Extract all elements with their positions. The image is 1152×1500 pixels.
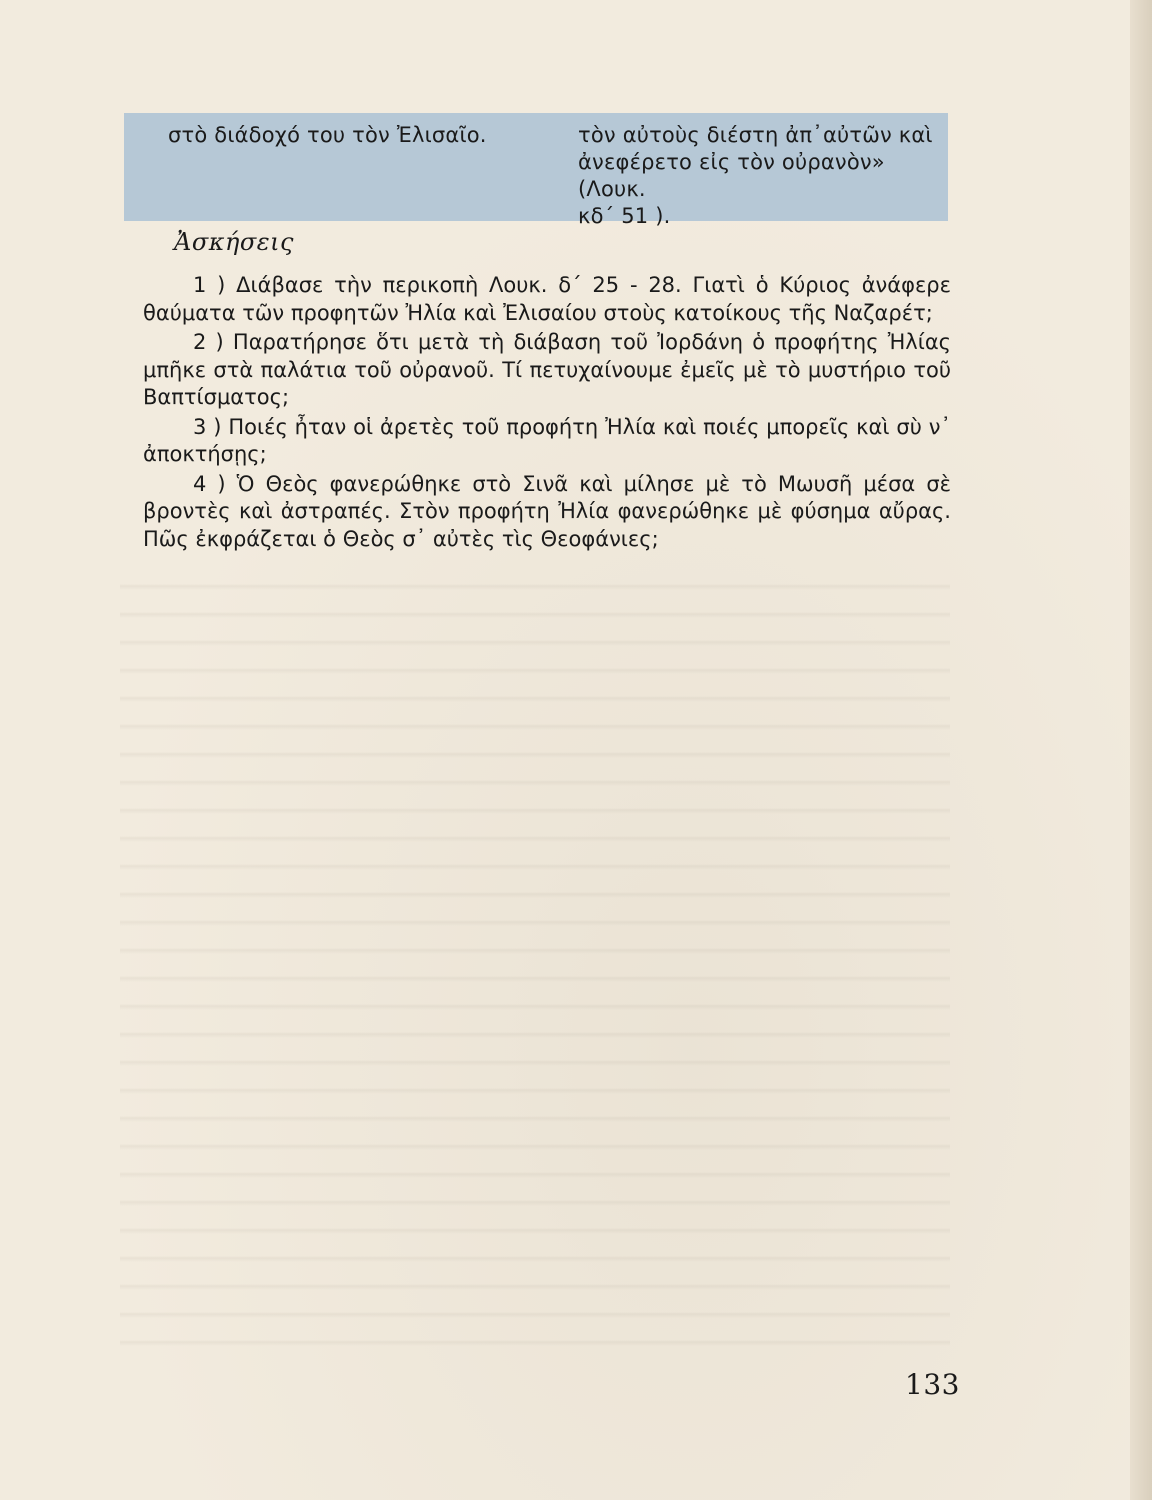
exercise-item: 1 ) Διάβασε τὴν περικοπὴ Λουκ. δ΄ 25 - 28. Γιατὶ ὁ Κύριος ἀνάφερε θαύματα τῶν προφητῶν Ἠλία καὶ Ἐλισαίου στοὺς κατοίκους τῆς Ναζαρέτ; <box>143 273 951 325</box>
page-number: 133 <box>905 1368 960 1401</box>
page-edge <box>1130 0 1152 1500</box>
exercise-item: 3 ) Ποιές ἦταν οἱ ἀρετὲς τοῦ προφήτη Ἠλία καὶ ποιές μπορεῖς καὶ σὺ ν᾽ ἀποκτήσῃς; <box>143 414 951 466</box>
box-right-line: ἀνεφέρετο εἰς τὸν οὐρανὸν» (Λουκ. <box>578 150 885 201</box>
section-heading: Ἀσκήσεις <box>174 228 294 256</box>
box-right-line: κδ΄ 51 ). <box>578 204 671 228</box>
box-right-text <box>578 122 938 230</box>
box-left-text: στὸ διάδοχό του τὸν Ἐλισαῖο. <box>168 123 487 147</box>
show-through-texture <box>120 570 950 1350</box>
exercise-item: 4 ) Ὁ Θεὸς φανερώθηκε στὸ Σινᾶ καὶ μίλησε μὲ τὸ Μωυσῆ μέσα σὲ βροντὲς καὶ ἀστραπές. Στὸν προφήτη Ἠλία φανερώθηκε μὲ φύσημα αὔρας. Πῶς ἐκφράζεται ὁ Θεὸς σ᾽ αὐτὲς τὶς Θεοφάνιες; <box>143 471 951 551</box>
exercise-item: 2 ) Παρατήρησε ὅτι μετὰ τὴ διάβαση τοῦ Ἰορδάνη ὁ προφήτης Ἠλίας μπῆκε στὰ παλάτια τοῦ οὐρανοῦ. Τί πετυχαίνουμε ἐμεῖς μὲ τὸ μυστήριο τοῦ Βαπτίσματος; <box>143 330 951 409</box>
box-right-line: τὸν αὐτοὺς διέστη ἀπ᾽αὐτῶν καὶ <box>578 123 933 147</box>
highlight-box <box>124 113 948 228</box>
exercise-list <box>143 272 951 555</box>
